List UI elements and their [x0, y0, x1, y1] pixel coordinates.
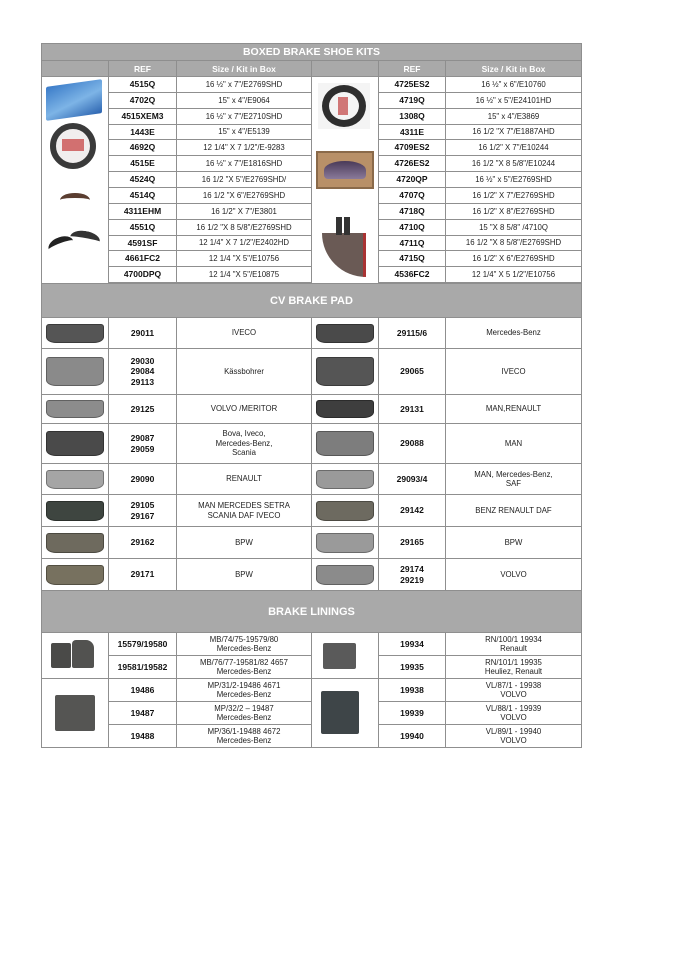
pad-image-cell [41, 494, 109, 527]
pad-image-cell [41, 463, 109, 495]
brake-shoe-image [60, 193, 90, 207]
pad-ref: 29167 [130, 510, 155, 521]
lining-description-line: VOLVO [500, 690, 527, 699]
pad-ref: 29142 [400, 505, 424, 516]
kit-ref: 4719Q [378, 92, 446, 109]
pad-application [176, 423, 312, 464]
brake-pad-image [46, 565, 104, 585]
kit-ref: 4515E [108, 155, 177, 172]
pad-image-cell [41, 317, 109, 349]
pad-refs [108, 494, 177, 527]
pad-application [176, 394, 312, 424]
pad-ref: 29011 [130, 327, 155, 338]
kit-size: 15" x 4"/E9064 [176, 92, 312, 109]
section-title-boxed-kits: BOXED BRAKE SHOE KITS [41, 43, 582, 61]
header-ref: REF [108, 60, 177, 77]
pad-image-cell [41, 558, 109, 591]
lining-ref: 19581/19582 [108, 655, 177, 679]
lining-description [445, 678, 582, 702]
pad-refs [108, 348, 177, 395]
kit-ref: 4311EHM [108, 203, 177, 220]
kit-ref: 4661FC2 [108, 250, 177, 267]
pad-refs [378, 423, 446, 464]
pad-refs [378, 558, 446, 591]
kit-size: 16 1/2 "X 7"/E1887AHD [445, 124, 582, 140]
pad-application-line: MAN MERCEDES SETRA [198, 501, 290, 511]
lining-ref: 19488 [108, 724, 177, 748]
shoe-web-image [336, 217, 342, 235]
lining-description [176, 655, 312, 679]
kit-size: 16 1/2" X 7"/E3801 [176, 203, 312, 220]
lining-description-line: VL/88/1 - 19939 [485, 703, 542, 713]
brake-lining-image [321, 691, 359, 734]
brake-pad-image [316, 400, 374, 418]
pad-image-cell [311, 423, 379, 464]
pad-ref: 29171 [130, 569, 155, 580]
pad-ref: 29115/6 [396, 327, 428, 338]
kit-size: 12 1/4" X 5 1/2"/E10756 [445, 266, 582, 283]
pad-image-cell [311, 317, 379, 349]
pad-ref: 29087 [130, 433, 155, 444]
pad-ref: 29093/4 [396, 473, 428, 484]
lining-description [445, 632, 582, 656]
pad-application [445, 558, 582, 591]
pad-ref: 29162 [130, 537, 155, 548]
kit-ref: 4591SF [108, 235, 177, 251]
pad-ref: 29113 [130, 376, 155, 387]
lining-description-line: Heuliez, Renault [484, 667, 543, 676]
pad-image-cell [41, 394, 109, 424]
pad-refs [378, 317, 446, 349]
lining-description-line: Mercedes-Benz [216, 736, 272, 745]
pad-application-line: MAN,RENAULT [485, 404, 542, 414]
kit-ref: 4700DPQ [108, 266, 177, 283]
lining-description-line: Mercedes-Benz [216, 667, 272, 676]
pad-application-line: VOLVO /MERITOR [210, 404, 278, 414]
lining-ref: 19940 [378, 724, 446, 748]
pad-ref: 29125 [130, 403, 155, 414]
pad-image-cell [311, 494, 379, 527]
kit-ref: 4725ES2 [378, 76, 446, 93]
lining-ref: 19939 [378, 701, 446, 725]
kit-size: 16 1/2 "X 8 5/8"/E2769SHD [176, 219, 312, 236]
kit-ref: 4726ES2 [378, 155, 446, 172]
pad-image-cell [311, 526, 379, 559]
lining-image-cell [41, 632, 109, 679]
lining-description [176, 632, 312, 656]
lining-ref: 19487 [108, 701, 177, 725]
brake-lining-image [55, 695, 95, 731]
lining-description [445, 724, 582, 748]
pad-application-line: Mercedes-Benz [486, 328, 541, 338]
lining-description [176, 701, 312, 725]
kit-size: 16 ½" x 6"/E10760 [445, 76, 582, 93]
brake-pad-image [46, 533, 104, 553]
kit-ref: 1443E [108, 124, 177, 140]
pad-application-line: BPW [235, 569, 253, 579]
boxed-kit-shoes [324, 161, 366, 179]
kit-size: 12 1/4" X 7 1/2"/E2402HD [176, 235, 312, 251]
lining-description-line: Mercedes-Benz [216, 644, 272, 653]
lining-description-line: VL/89/1 - 19940 [485, 726, 542, 736]
brake-pad-image [316, 533, 374, 553]
lining-description-line: Renault [500, 644, 527, 653]
kit-ref: 4515XEM3 [108, 108, 177, 125]
pad-refs [378, 494, 446, 527]
brake-pad-image [46, 400, 104, 418]
kit-ref: 4524Q [108, 171, 177, 188]
lining-description-line: MP/36/1-19488 4672 [207, 726, 281, 736]
kit-ref: 4720QP [378, 171, 446, 188]
lining-image-cell [311, 632, 379, 679]
lining-description [445, 655, 582, 679]
lining-image-cell [311, 678, 379, 748]
pad-refs [378, 348, 446, 395]
lining-description-line: Mercedes-Benz [216, 690, 272, 699]
kit-size: 16 1/2 "X 5"/E2769SHD/ [176, 171, 312, 188]
brake-pad-image [316, 470, 374, 489]
pad-refs [108, 463, 177, 495]
pad-ref: 29059 [130, 443, 155, 454]
pad-application-line: BPW [504, 537, 523, 547]
pad-ref: 29219 [400, 574, 424, 585]
pad-refs [378, 394, 446, 424]
brake-pad-image [46, 357, 104, 386]
pad-application-line: MAN, Mercedes-Benz, [474, 469, 553, 479]
kit-ref: 4711Q [378, 235, 446, 251]
pad-application-line: RENAULT [226, 474, 262, 484]
pad-application-line: IVECO [501, 366, 526, 376]
kit-size: 16 ½" x 5"/E2769SHD [445, 171, 582, 188]
header-size: Size / Kit in Box [445, 60, 582, 77]
brake-pad-image [316, 357, 374, 386]
kit-size: 15 "X 8 5/8" /4710Q [445, 219, 582, 236]
pad-refs [378, 526, 446, 559]
kit-size: 16 1/2 "X 6"/E2769SHD [176, 187, 312, 204]
lining-description [176, 724, 312, 748]
pad-application [176, 463, 312, 495]
brake-pad-image [46, 470, 104, 489]
brake-pad-image [316, 431, 374, 456]
lined-brake-shoe-image [322, 233, 366, 277]
kit-image-column-right [311, 76, 379, 284]
kit-ref: 4536FC2 [378, 266, 446, 283]
kit-size: 16 1/2" X 7"/E10244 [445, 139, 582, 156]
pad-refs [108, 394, 177, 424]
pad-application [176, 526, 312, 559]
pad-application-line: Mercedes-Benz, [215, 438, 273, 448]
brake-pad-image [316, 565, 374, 585]
lining-description [445, 701, 582, 725]
pad-image-cell [311, 463, 379, 495]
brake-pad-image [316, 501, 374, 521]
header-size: Size / Kit in Box [176, 60, 312, 77]
header-image-col [311, 60, 379, 77]
kit-size: 16 ½" x 7"/E2710SHD [176, 108, 312, 125]
kit-size: 16 ½" x 7"/E1816SHD [176, 155, 312, 172]
section-title-brake-linings: BRAKE LININGS [41, 590, 582, 633]
kit-size: 16 ½" x 7"/E2769SHD [176, 76, 312, 93]
kit-size: 16 1/2 "X 8 5/8"/E10244 [445, 155, 582, 172]
pad-application [445, 348, 582, 395]
kit-ref: 4515Q [108, 76, 177, 93]
pad-application-line: SAF [505, 479, 522, 488]
lining-ref: 19934 [378, 632, 446, 656]
pad-application-line: Kässbohrer [224, 366, 264, 376]
kit-label-image [62, 139, 84, 151]
kit-ref: 4514Q [108, 187, 177, 204]
lining-description-line: MB/76/77-19581/82 4657 [199, 657, 288, 667]
pad-ref: 29030 [130, 356, 155, 367]
pad-application [176, 494, 312, 527]
kit-ref: 4707Q [378, 187, 446, 204]
kit-ref: 1308Q [378, 108, 446, 125]
brake-lining-image [323, 643, 356, 669]
brake-lining-image [72, 640, 94, 668]
kit-ref: 4715Q [378, 250, 446, 267]
header-ref: REF [378, 60, 446, 77]
pad-refs [108, 526, 177, 559]
header-image-col [41, 60, 109, 77]
brake-lining-image [51, 643, 71, 668]
lining-description-line: MP/31/2-19486 4671 [207, 680, 281, 690]
pad-application-line: IVECO [231, 328, 257, 338]
brake-pad-image [316, 324, 374, 343]
kit-label-image [338, 97, 348, 115]
pad-image-cell [41, 526, 109, 559]
kit-ref: 4709ES2 [378, 139, 446, 156]
kit-ref: 4551Q [108, 219, 177, 236]
pad-application [445, 494, 582, 527]
kit-size: 12 1/4 "X 5"/E10875 [176, 266, 312, 283]
pad-ref: 29174 [400, 564, 424, 575]
kit-ref: 4702Q [108, 92, 177, 109]
kit-size: 16 1/2" X 6"/E2769SHD [445, 250, 582, 267]
brake-pad-image [46, 501, 104, 521]
lining-description-line: VOLVO [500, 736, 527, 745]
kit-ref: 4710Q [378, 219, 446, 236]
pad-application-line: BENZ RENAULT DAF [475, 505, 552, 515]
lining-ref: 19938 [378, 678, 446, 702]
kit-size: 16 1/2" X 7"/E2769SHD [445, 187, 582, 204]
kit-size: 12 1/4 "X 5"/E10756 [176, 250, 312, 267]
pad-ref: 29165 [400, 537, 424, 548]
lining-description-line: VL/87/1 - 19938 [485, 680, 542, 690]
lining-ref: 15579/19580 [108, 632, 177, 656]
pad-application [445, 394, 582, 424]
pad-application-line: BPW [235, 537, 253, 547]
pad-application [445, 317, 582, 349]
kit-image-column-left [41, 76, 109, 284]
kit-ref: 4311E [378, 124, 446, 140]
pad-ref: 29084 [130, 366, 155, 377]
pad-refs [378, 463, 446, 495]
kit-size: 12 1/4" X 7 1/2"/E-9283 [176, 139, 312, 156]
pad-application [176, 348, 312, 395]
lining-description-line: MB/74/75-19579/80 [209, 634, 279, 644]
pad-refs [108, 317, 177, 349]
pad-application-line: Scania [232, 448, 256, 458]
kit-size: 16 1/2 "X 8 5/8"/E2769SHD [445, 235, 582, 251]
pad-image-cell [311, 558, 379, 591]
lining-description-line: RN/100/1 19934 [485, 634, 542, 644]
pad-ref: 29090 [130, 473, 155, 484]
pad-image-cell [41, 423, 109, 464]
pad-application [445, 463, 582, 495]
pad-application [445, 526, 582, 559]
blue-box-image [46, 79, 102, 121]
pad-application [445, 423, 582, 464]
lining-description-line: RN/101/1 19935 [485, 657, 542, 667]
pad-application-line: MAN [504, 438, 523, 448]
pad-refs [108, 558, 177, 591]
pad-ref: 29105 [130, 500, 155, 511]
brake-pad-image [46, 324, 104, 343]
pad-image-cell [41, 348, 109, 395]
pad-application-line: Bova, Iveco, [222, 429, 266, 439]
lining-ref: 19935 [378, 655, 446, 679]
section-title-cv-brake-pad: CV BRAKE PAD [41, 283, 582, 318]
kit-size: 16 ½" x 5"/E24101HD [445, 92, 582, 109]
pad-application-line: VOLVO [500, 569, 527, 579]
pad-ref: 29065 [400, 366, 424, 377]
lining-description [176, 678, 312, 702]
lining-description-line: MP/32/2 – 19487 [214, 703, 274, 713]
pad-ref: 29131 [400, 403, 424, 414]
pad-application-line: SCANIA DAF IVECO [207, 510, 281, 520]
pad-application [176, 558, 312, 591]
lining-description-line: VOLVO [500, 713, 527, 722]
lining-image-cell [41, 678, 109, 748]
pad-image-cell [311, 348, 379, 395]
pad-refs [108, 423, 177, 464]
kit-size: 15" x 4"/E5139 [176, 124, 312, 140]
kit-size: 16 1/2" X 8"/E2769SHD [445, 203, 582, 220]
brake-pad-image [46, 431, 104, 456]
pad-image-cell [311, 394, 379, 424]
kit-ref: 4692Q [108, 139, 177, 156]
lining-ref: 19486 [108, 678, 177, 702]
kit-ref: 4718Q [378, 203, 446, 220]
pad-ref: 29088 [400, 438, 424, 449]
pad-application [176, 317, 312, 349]
shoe-web-image [344, 217, 350, 235]
lining-description-line: Mercedes-Benz [216, 713, 272, 722]
kit-size: 15" x 4"/E3869 [445, 108, 582, 125]
